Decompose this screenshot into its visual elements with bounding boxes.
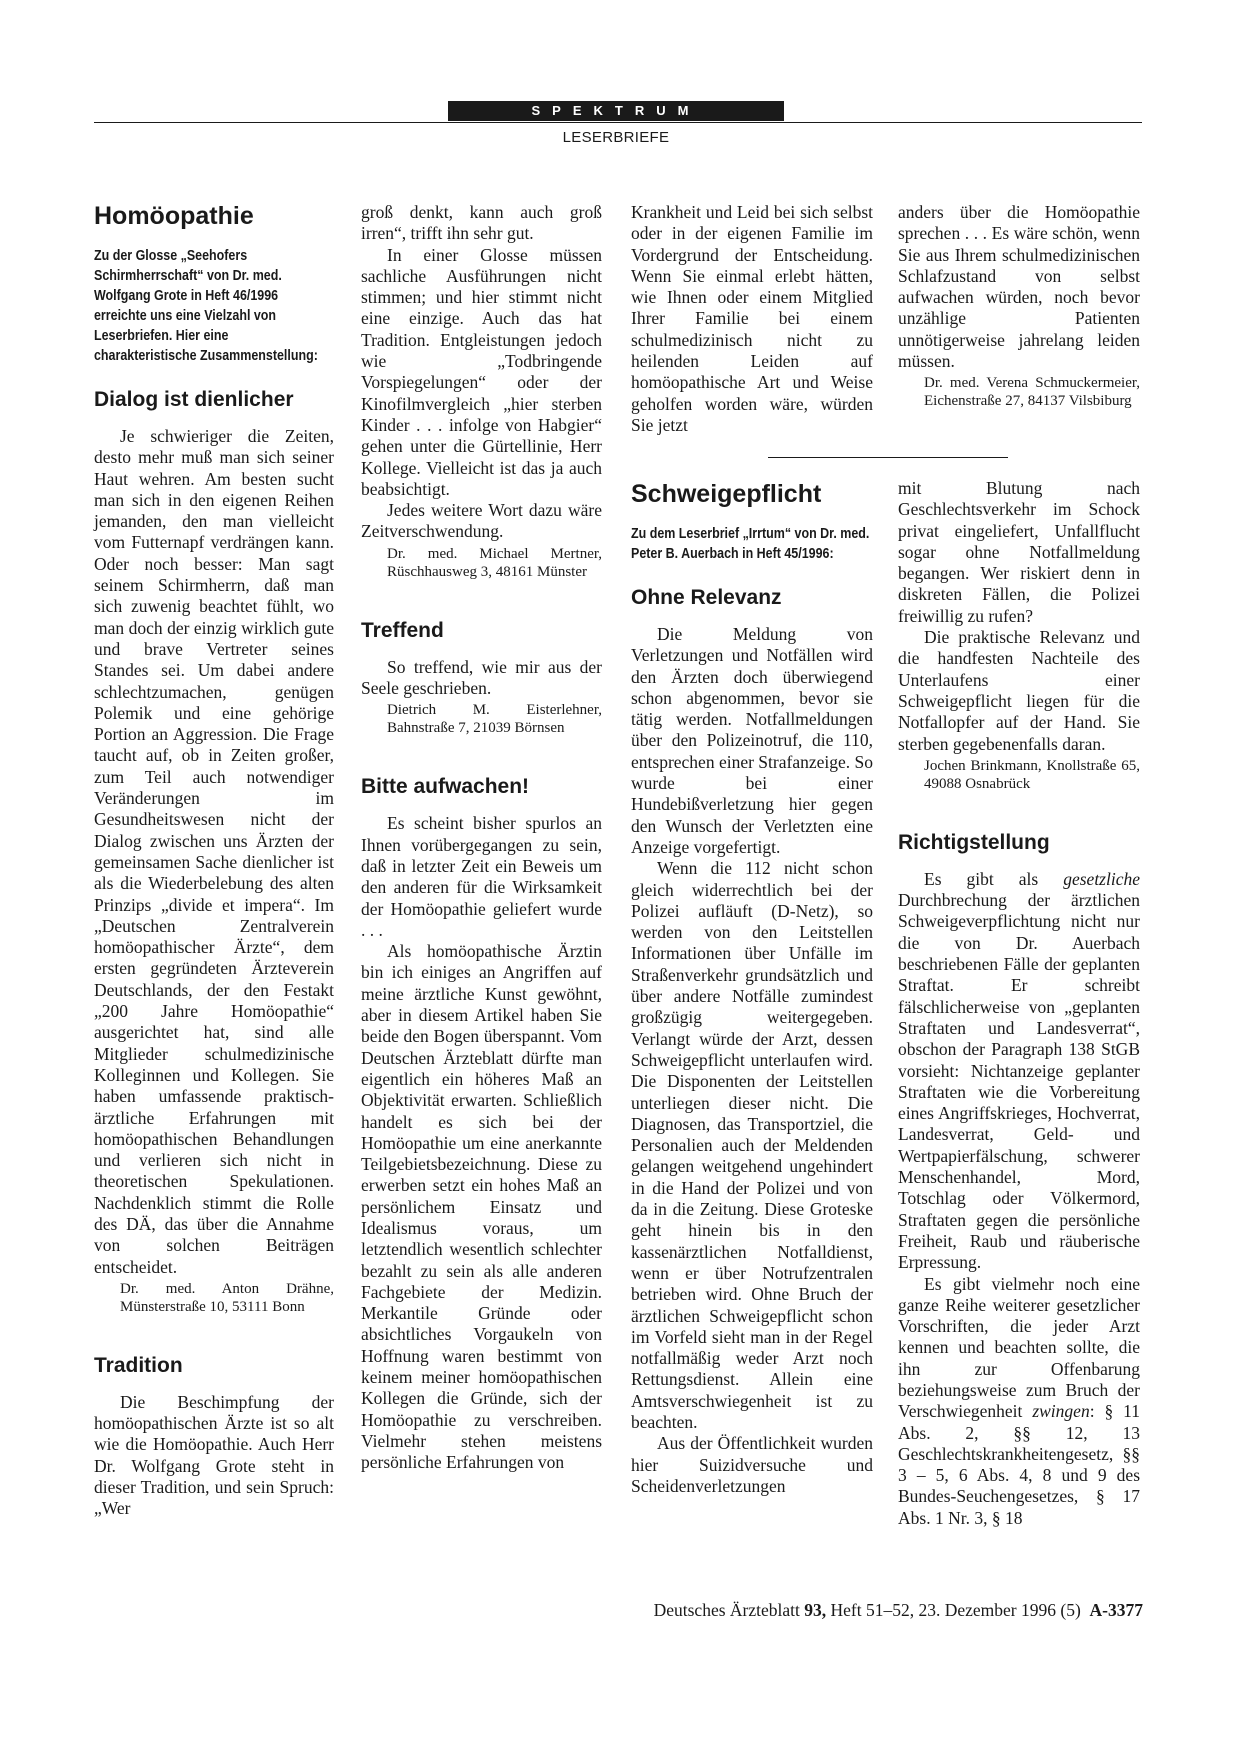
letter-body: Die praktische Relevanz und die handfesten Nachteile des Unterlaufens einer Schweigepflicht liegen für die Notfallopfer auf der Hand. Sie sterben gegebenenfalls daran.	[898, 627, 1140, 754]
emphasis-text: zwingen	[1032, 1401, 1090, 1422]
text-run: Durchbrechung der ärztlichen Schweigeverpflichtung nicht nur die von Dr. Auerbach beschriebenen Fälle der geplanten Straftat. Er schreibt fälschlicherweise von „geplanten Straftaten und Landesverrat“, obschon der Paragraph 138 StGB vorsieht: Nichtanzeige geplanter Straftaten wie die Vorbereitung eines Angriffskrieges, Hochverrat, Landesverrat, Geld- und Wertpapierfälschung, schwerer Menschenhandel, Mord, Totschlag oder Völkermord, Straftaten gegen die persönliche Freiheit, Raub und räuberische Erpressung.	[898, 890, 1140, 1273]
article-title-homoeopathie: Homöopathie	[94, 202, 254, 230]
section-banner: SPEKTRUM	[448, 101, 784, 121]
letter-signature: Dietrich M. Eisterlehner, Bahnstraße 7, 21039 Börnsen	[387, 702, 602, 737]
letter-body: In einer Glosse müssen sachliche Ausführungen nicht stimmen; und hier stimmt nicht eine einzige. Auch das hat Tradition. Entgleistungen jedoch wie „Todbringende Vorspiegelungen“ oder der Kinofilmvergleich „hier sterben Kinder . . . infolge von Habgier“ gehen unter die Gürtellinie, Herr Kollege. Vielleicht ist das ja auch beabsichtigt.	[361, 244, 602, 499]
letter-body: anders über die Homöopathie sprechen . . . Es wäre schön, wenn Sie aus Ihrem schulmedizinischen Schlafzustand von selbst aufwachen würden, noch bevor unzählige Patienten unnötigerweise jahrelang leiden müssen.	[898, 202, 1140, 372]
article-title-schweigepflicht: Schweigepflicht	[631, 480, 822, 508]
letter-body: So treffend, wie mir aus der Seele geschrieben.	[361, 656, 602, 699]
letter-body: Je schwieriger die Zeiten, desto mehr muß man sich seiner Haut wehren. Am besten sucht man sich in den eigenen Reihen jemanden, den man vielleicht vom Futternapf verdrängen kann. Oder noch besser: Man sagt seinem Schirmherrn, daß man sich zuwenig beachtet fühlt, wo man doch der einzig wirklich gute und brave Vertreter seines Standes sei. Um dabei andere schlechtzumachen, genügen Polemik und eine gehörige Portion an Aggression. Die Frage taucht auf, ob in Zeiten großer, zum Teil auch notwendiger Veränderungen im Gesundheitswesen nicht der Dialog zwischen uns Ärzten der gemeinsamen Sache dienlicher ist als die Wiederbelebung des alten Prinzips „divide et impera“. Im „Deutschen Zentralverein homöopathischer Ärzte“, dem ersten gegründeten Ärzteverein Deutschlands, der den Festakt „200 Jahre Homöopathie“ ausgerichtet hat, sind alle Mitglieder schulmedizinische Kolleginnen und Kollegen. Sie haben umfassende praktisch-ärztliche Erfahrungen mit homöopathischen Behandlungen und verlieren sich nicht in theoretischen Spekulationen. Nachdenklich stimmt die Rolle des DÄ, das über die Annahme von solchen Beiträgen entscheidet.	[94, 426, 334, 1277]
column-4-top	[898, 202, 1140, 410]
letter-signature: Jochen Brinkmann, Knollstraße 65, 49088 Osnabrück	[924, 757, 1140, 792]
letter-heading-ohne-relevanz: Ohne Relevanz	[631, 586, 782, 609]
letter-signature: Dr. med. Michael Mertner, Rüschhausweg 3, 48161 Münster	[387, 545, 602, 580]
article-intro: Zu dem Leserbrief „Irrtum“ von Dr. med. Peter B. Auerbach in Heft 45/1996:	[631, 526, 870, 562]
text-run: Es gibt als	[924, 868, 1064, 889]
letter-body: Als homöopathische Ärztin bin ich einiges an Angriffen auf meine ärztliche Kunst gewöhnt, aber in diesem Artikel haben Sie beide den Bogen überspannt. Vom Deutschen Ärzteblatt dürfte man eigentlich ein höheres Maß an Objektivität erwarten. Schließlich handelt es sich bei der Homöopathie um eine anerkannte Teilgebietsbezeichnung. Diese zu erwerben setzt ein hohes Maß an persönlichem Einsatz und Idealismus voraus, um letztendlich wesentlich schlechter bezahlt zu sein als alle anderen Fachgebiete der Medizin. Merkantile Gründe oder absichtliches Vorgaukeln von Hoffnung waren bestimmt von keinem meiner homöopathischen Kollegen die Gründe, sich der Homöopathie zu verschreiben. Vielmehr stehen meistens persönliche Erfahrungen von	[361, 941, 602, 1473]
letter-heading-bitte-aufwachen: Bitte aufwachen!	[361, 775, 530, 799]
letter-body: Es scheint bisher spurlos an Ihnen vorübergegangen zu sein, daß in letzter Zeit ein Beweis um den anderen für die Wirksamkeit der Homöopathie geliefert wurde . . .	[361, 813, 602, 940]
letter-body: Die Beschimpfung der homöopathischen Ärzte ist so alt wie die Homöopathie. Auch Herr Dr. Wolfgang Grote steht in dieser Tradition, und sein Spruch: „Wer	[94, 1391, 334, 1519]
letter-signature: Dr. med. Anton Drähne, Münsterstraße 10, 53111 Bonn	[120, 1280, 334, 1315]
footer-volume: 93,	[804, 1600, 827, 1620]
column-3-bottom	[631, 478, 873, 1497]
letter-heading-richtigstellung: Richtigstellung	[898, 830, 1050, 854]
text-run: : § 11 Abs. 2, §§ 12, 13 Geschlechtskrankheitengesetz, §§ 3 – 5, 6 Abs. 4, 8 und 9 des Bundes-Seuchengesetzes, § 17 Abs. 1 Nr. 3, § 18	[898, 1401, 1140, 1528]
letter-signature: Dr. med. Verena Schmuckermeier, Eichenstraße 27, 84137 Vilsbiburg	[924, 375, 1140, 410]
header-rule	[94, 122, 1142, 123]
letter-body	[898, 869, 1140, 1274]
letter-body: Krankheit und Leid bei sich selbst oder in der eigenen Familie im Vordergrund der Entscheidung. Wenn Sie einmal erlebt hätten, wie Ihnen oder einem Mitglied Ihrer Familie bei einem schulmedizinisch nicht zu heilenden Leiden auf homöopathische Art und Weise geholfen worden wäre, würden Sie jetzt	[631, 202, 873, 435]
page-footer	[654, 1600, 1143, 1621]
letter-body: mit Blutung nach Geschlechtsverkehr im Schock privat eingeliefert, Unfallflucht sogar ohne Notfallmeldung begangen. Wer riskiert denn in diskreten Fällen, die Polizei freiwillig zu rufen?	[898, 478, 1140, 626]
column-1	[94, 200, 334, 1520]
letter-heading-dialog: Dialog ist dienlicher	[94, 388, 294, 411]
column-3-top	[631, 202, 873, 436]
footer-issue: Heft 51–52, 23. Dezember 1996 (5)	[830, 1600, 1081, 1620]
column-2	[361, 202, 602, 1474]
letter-heading-tradition: Tradition	[94, 1353, 183, 1377]
letter-body	[898, 1274, 1140, 1530]
footer-page-number: A-3377	[1089, 1600, 1143, 1620]
section-subtitle: LESERBRIEFE	[562, 129, 670, 146]
column-4-bottom	[898, 478, 1140, 1529]
emphasis-text: gesetzliche	[1063, 868, 1140, 889]
letter-heading-treffend: Treffend	[361, 618, 444, 642]
letter-body: Jedes weitere Wort dazu wäre Zeitverschwendung.	[361, 500, 602, 542]
letter-body: Wenn die 112 nicht schon gleich widerrechtlich bei der Polizei aufläuft (D-Netz), so werden von den Leitstellen Informationen über Unfälle im Straßenverkehr grundsätzlich und über andere Notfälle zumindest großzügig weitergegeben. Verlangt würde der Arzt, dessen Schweigepflicht unterlaufen wird. Die Disponenten der Leitstellen unterliegen dieser nicht. Die Diagnosen, das Transportziel, die Personalien auch der Meldenden gelangen weitgehend ungehindert in die Hand der Polizei und von da in die Zeitung. Diese Groteske geht hinein bis in den kassenärztlichen Notfalldienst, wenn er über Notrufzentralen betrieben wird. Ohne Bruch der ärztlichen Schweigepflicht schon im Vorfeld sieht man in der Regel notfallmäßig weder Arzt noch Rettungsdienst. Allein eine Amtsverschwiegenheit ist zu beachten.	[631, 858, 873, 1432]
footer-journal: Deutsches Ärzteblatt	[653, 1600, 800, 1620]
article-intro: Zu der Glosse „Seehofers Schirmherrschaft“ von Dr. med. Wolfgang Grote in Heft 46/1996 erreichte uns eine Vielzahl von Leserbriefen. Hier eine charakteristische Zusammenstellung:	[94, 248, 318, 364]
letter-body: groß denkt, kann auch groß irren“, trifft ihn sehr gut.	[361, 202, 602, 244]
text-run: Es gibt vielmehr noch eine ganze Reihe weiterer gesetzlicher Vorschriften, die jeder Arzt kennen und beachten sollte, die ihn zur Offenbarung beziehungsweise zum Bruch der Verschwiegenheit	[898, 1273, 1140, 1422]
letter-body: Aus der Öffentlichkeit wurden hier Suizidversuche und Scheidenverletzungen	[631, 1433, 873, 1496]
letter-body: Die Meldung von Verletzungen und Notfällen wird den Ärzten doch überwiegend schon abgenommen, bevor sie tätig werden. Notfallmeldungen über den Polizeinotruf, die 110, entsprechen einer Strafanzeige. So wurde bei einer Hundebißverletzung hier gegen den Wunsch der Verletzten eine Anzeige vorgefertigt.	[631, 624, 873, 857]
section-separator	[768, 457, 1008, 458]
